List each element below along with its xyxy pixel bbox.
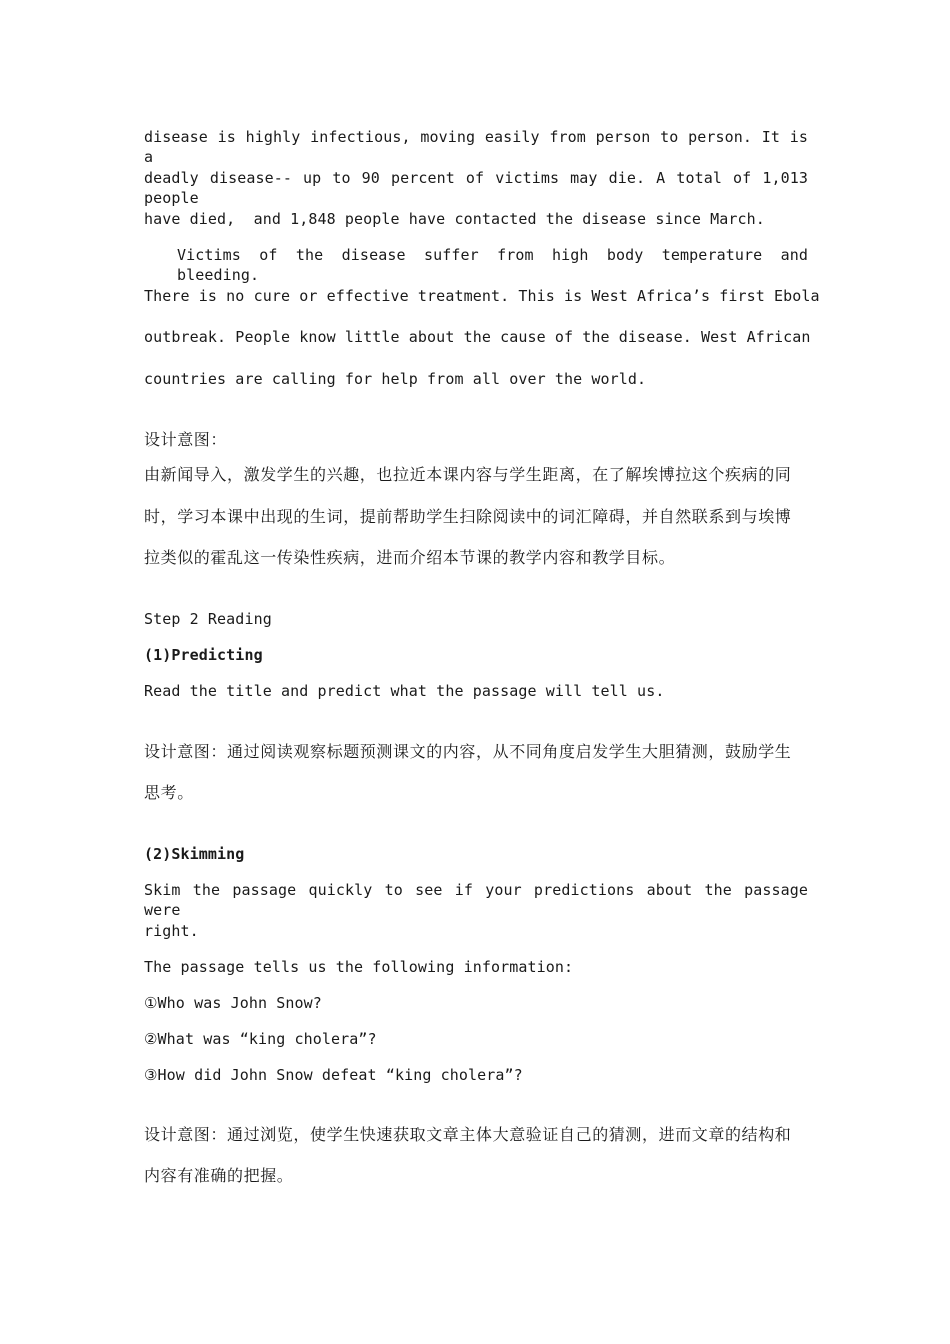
skimming-intent-line-2: 内容有准确的把握。 [144, 1166, 294, 1185]
predicting-instruction: Read the title and predict what the passage will tell us. [144, 682, 665, 700]
design-intent-line-2: 时，学习本课中出现的生词，提前帮助学生扫除阅读中的词汇障碍，并自然联系到与埃博 [144, 507, 792, 526]
design-intent-label: 设计意图： [144, 430, 228, 449]
skimming-info-intro: The passage tells us the following information: [144, 958, 574, 976]
news-paragraph-line-3: have died, and 1,848 people have contacted the disease since March. [144, 210, 765, 228]
news-paragraph-line-6: outbreak. People know little about the cause of the disease. West African [144, 328, 811, 346]
predicting-intent-line-2: 思考。 [144, 783, 194, 802]
skimming-intent-line-1: 设计意图：通过浏览，使学生快速获取文章主体大意验证自己的猜测，进而文章的结构和 [144, 1125, 792, 1144]
step-2-title: Step 2 Reading [144, 610, 272, 628]
news-paragraph-line-1: disease is highly infectious, moving easily from person to person. It is a [144, 128, 808, 166]
news-paragraph-line-7: countries are calling for help from all over the world. [144, 370, 647, 388]
news-paragraph-line-4: Victims of the disease suffer from high body temperature and bleeding. [177, 246, 808, 284]
skimming-heading: (2)Skimming [144, 845, 245, 863]
design-intent-line-1: 由新闻导入，激发学生的兴趣，也拉近本课内容与学生距离，在了解埃博拉这个疾病的同 [144, 465, 792, 484]
predicting-intent-line-1: 设计意图：通过阅读观察标题预测课文的内容，从不同角度启发学生大胆猜测，鼓励学生 [144, 742, 792, 761]
question-item: ①Who was John Snow? [144, 994, 322, 1012]
skimming-instruction-line-1: Skim the passage quickly to see if your predictions about the passage were [144, 881, 808, 919]
question-item: ②What was “king cholera”? [144, 1030, 377, 1048]
question-item: ③How did John Snow defeat “king cholera”? [144, 1066, 523, 1084]
news-paragraph-line-5: There is no cure or effective treatment. This is West Africa’s first Ebola [144, 287, 820, 305]
design-intent-line-3: 拉类似的霍乱这一传染性疾病，进而介绍本节课的教学内容和教学目标。 [144, 548, 676, 567]
predicting-heading: (1)Predicting [144, 646, 263, 664]
skimming-instruction-line-2: right. [144, 922, 199, 940]
news-paragraph-line-2: deadly disease-- up to 90 percent of victims may die. A total of 1,013 people [144, 169, 808, 207]
